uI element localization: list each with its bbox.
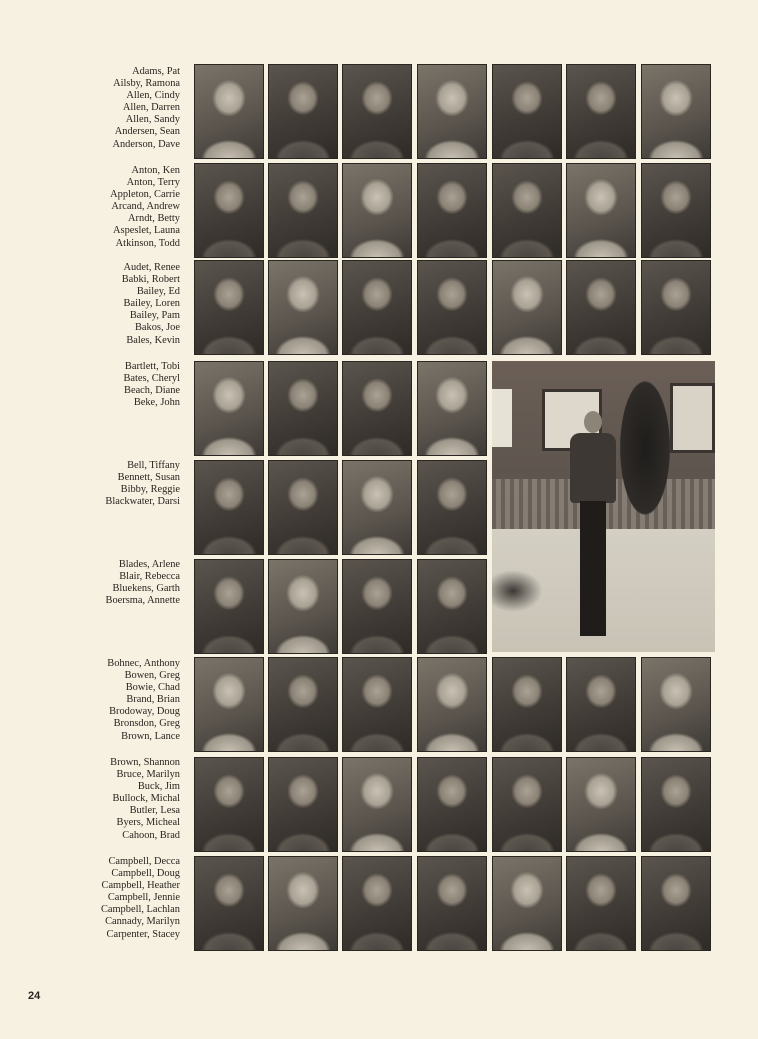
student-portrait-photo (417, 657, 487, 752)
candid-person-legs (580, 501, 606, 636)
candid-person (570, 411, 616, 641)
student-name: Anderson, Dave (112, 138, 180, 150)
student-portrait-photo (194, 163, 264, 258)
page-number: 24 (28, 990, 41, 1002)
student-name: Blair, Rebecca (119, 571, 180, 583)
name-list-group-6 (40, 559, 180, 607)
student-portrait-photo (492, 163, 562, 258)
student-portrait-photo (342, 260, 412, 355)
name-list-group-2 (40, 165, 180, 250)
student-portrait-photo (342, 657, 412, 752)
student-name: Campbell, Jennie (107, 892, 180, 904)
candid-photo (492, 361, 715, 652)
student-portrait-photo (417, 361, 487, 456)
student-name: Allen, Darren (122, 102, 180, 114)
student-name: Boersma, Annette (105, 595, 180, 607)
student-portrait-photo (641, 657, 711, 752)
student-portrait-photo (268, 64, 338, 159)
candid-shadow (492, 561, 562, 621)
student-portrait-photo (342, 460, 412, 555)
student-name: Bohnec, Anthony (107, 658, 180, 669)
student-portrait-photo (194, 260, 264, 355)
name-list-group-4 (40, 361, 180, 409)
student-name: Campbell, Decca (108, 856, 180, 867)
student-portrait-photo (641, 856, 711, 951)
name-list-group-1 (40, 66, 180, 151)
student-name: Campbell, Heather (101, 880, 180, 892)
student-portrait-photo (641, 260, 711, 355)
student-name: Allen, Sandy (125, 114, 180, 126)
student-portrait-photo (566, 856, 636, 951)
student-name: Campbell, Lachlan (100, 904, 180, 916)
student-name: Appleton, Carrie (110, 189, 180, 201)
student-name: Cahoon, Brad (122, 829, 180, 841)
student-portrait-photo (417, 163, 487, 258)
student-name: Adams, Pat (132, 66, 180, 77)
student-portrait-photo (492, 64, 562, 159)
student-portrait-photo (268, 559, 338, 654)
student-portrait-photo (194, 64, 264, 159)
student-portrait-photo (268, 361, 338, 456)
student-name: Bakos, Joe (134, 322, 180, 334)
name-list-group-5 (40, 460, 180, 508)
student-name: Campbell, Doug (111, 868, 180, 880)
student-name: Blades, Arlene (118, 559, 180, 570)
student-name: Bowen, Greg (124, 670, 180, 682)
student-portrait-photo (417, 856, 487, 951)
student-name: Atkinson, Todd (115, 237, 180, 249)
student-name: Buck, Jim (137, 781, 180, 793)
student-name: Bales, Kevin (126, 334, 180, 346)
student-portrait-photo (566, 64, 636, 159)
student-name: Brown, Lance (121, 730, 180, 742)
student-portrait-photo (641, 64, 711, 159)
student-name: Bluekens, Garth (112, 583, 180, 595)
name-list-group-3 (40, 262, 180, 347)
name-list-group-9 (40, 856, 180, 941)
student-name: Bartlett, Tobi (124, 361, 180, 372)
student-name: Ailsby, Ramona (113, 78, 180, 90)
student-portrait-photo (492, 757, 562, 852)
candid-tree (610, 363, 680, 533)
student-name: Bruce, Marilyn (116, 769, 180, 781)
student-portrait-photo (268, 757, 338, 852)
student-portrait-photo (342, 163, 412, 258)
student-portrait-photo (566, 657, 636, 752)
student-portrait-photo (268, 163, 338, 258)
student-portrait-photo (342, 64, 412, 159)
student-name: Bailey, Ed (136, 286, 180, 298)
student-name: Babki, Robert (121, 274, 180, 286)
student-name: Aspeslet, Launa (113, 225, 180, 237)
student-name: Carpenter, Stacey (106, 928, 180, 940)
student-portrait-photo (268, 657, 338, 752)
name-list-group-7 (40, 658, 180, 743)
candid-person-jacket (570, 433, 616, 503)
candid-window (492, 389, 512, 447)
student-name: Bullock, Michal (112, 793, 180, 805)
student-portrait-photo (194, 460, 264, 555)
student-portrait-photo (492, 260, 562, 355)
student-name: Cannady, Marilyn (105, 916, 180, 928)
student-name: Arcand, Andrew (111, 201, 180, 213)
student-portrait-photo (194, 657, 264, 752)
student-name: Beke, John (133, 397, 180, 409)
student-portrait-photo (492, 856, 562, 951)
student-name: Bibby, Reggie (120, 484, 180, 496)
student-portrait-photo (194, 559, 264, 654)
student-portrait-photo (566, 757, 636, 852)
student-portrait-photo (342, 559, 412, 654)
student-name: Audet, Renee (123, 262, 180, 273)
student-name: Allen, Cindy (126, 90, 180, 102)
student-portrait-photo (342, 856, 412, 951)
student-name: Brodoway, Doug (109, 706, 180, 718)
student-name: Beach, Diane (124, 385, 180, 397)
student-portrait-photo (417, 559, 487, 654)
student-portrait-photo (492, 657, 562, 752)
candid-person-head (584, 411, 602, 433)
student-portrait-photo (417, 64, 487, 159)
student-portrait-photo (342, 757, 412, 852)
student-portrait-photo (194, 856, 264, 951)
student-name: Arndt, Betty (128, 213, 180, 225)
student-name: Bowie, Chad (125, 682, 180, 694)
student-name: Anton, Terry (126, 177, 180, 189)
student-name: Bailey, Loren (123, 298, 180, 310)
student-portrait-photo (417, 757, 487, 852)
name-list-group-8 (40, 757, 180, 842)
student-portrait-photo (268, 856, 338, 951)
student-portrait-photo (268, 260, 338, 355)
student-portrait-photo (268, 460, 338, 555)
student-name: Brown, Shannon (110, 757, 180, 768)
student-portrait-photo (641, 163, 711, 258)
student-portrait-photo (417, 460, 487, 555)
student-portrait-photo (342, 361, 412, 456)
student-portrait-photo (566, 163, 636, 258)
student-name: Blackwater, Darsi (105, 496, 180, 508)
student-name: Bell, Tiffany (127, 460, 180, 471)
student-name: Bates, Cheryl (123, 373, 180, 385)
student-name: Byers, Micheal (116, 817, 180, 829)
student-name: Bronsdon, Greg (113, 718, 180, 730)
student-portrait-photo (194, 361, 264, 456)
student-portrait-photo (641, 757, 711, 852)
student-name: Anton, Ken (131, 165, 180, 176)
student-portrait-photo (417, 260, 487, 355)
student-name: Brand, Brian (126, 694, 180, 706)
student-name: Bailey, Pam (129, 310, 180, 322)
student-portrait-photo (566, 260, 636, 355)
student-portrait-photo (194, 757, 264, 852)
student-name: Bennett, Susan (117, 472, 180, 484)
student-name: Andersen, Sean (114, 126, 180, 138)
student-name: Butler, Lesa (129, 805, 180, 817)
